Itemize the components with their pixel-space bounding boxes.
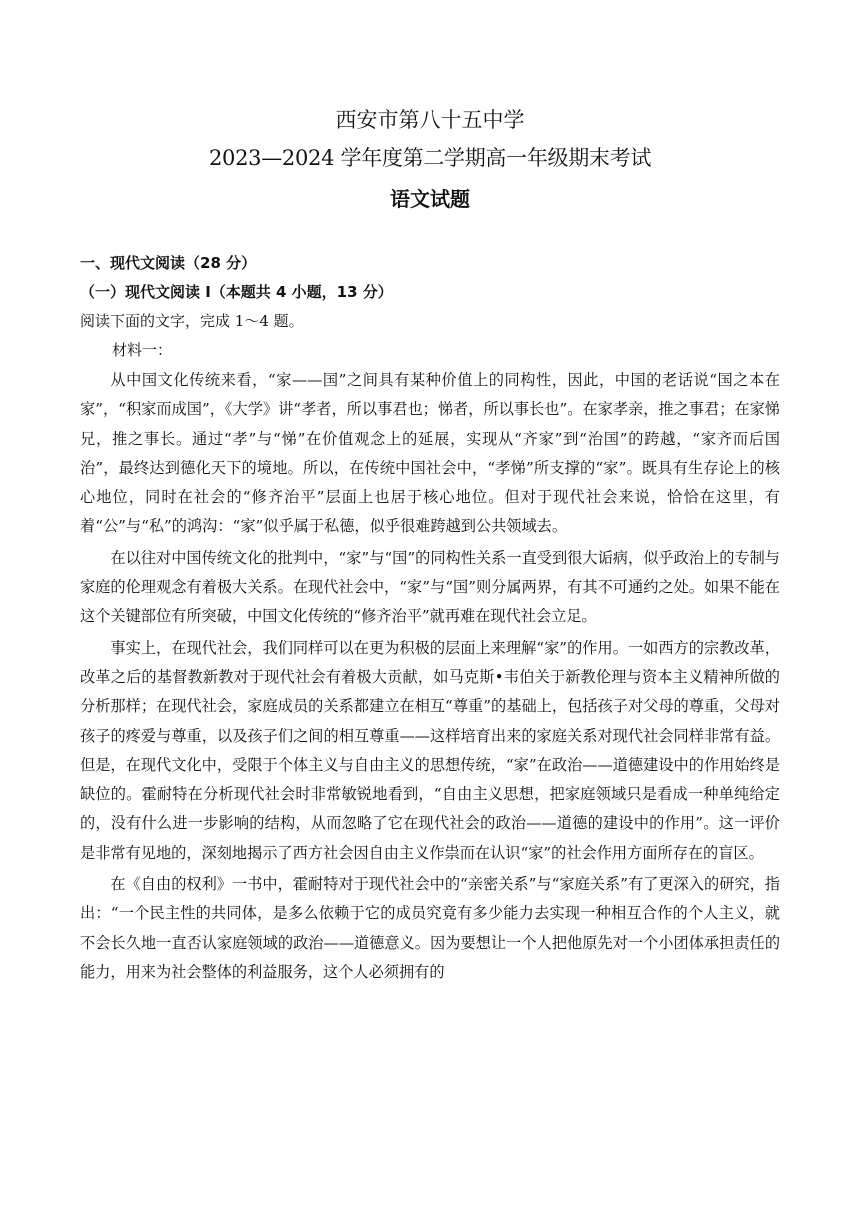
instruction-text: 阅读下面的文字，完成 1～4 题。 <box>80 312 304 330</box>
paragraph: 在《自由的权利》一书中，霍耐特对于现代社会中的“亲密关系”与“家庭关系”有了更深入的研究，指出：“一个民主性的共同体，是多么依赖于它的成员究竟有多少能力去实现一种相互合作的个人主义，就不会长久地一直否认家庭领域的政治——道德意义。因为要想让一个人把他原先对一个小团体承担责任的能力，用来为社会整体的利益服务，这个人必须拥有的 <box>80 875 780 981</box>
school-name: 西安市第八十五中学 <box>335 108 525 132</box>
exam-title: 2023—2024 学年度第二学期高一年级期末考试 <box>208 146 652 170</box>
reading-passage <box>80 366 780 989</box>
subsection-heading: （一）现代文阅读 I（本题共 4 小题，13 分） <box>80 283 393 301</box>
paragraph: 在以往对中国传统文化的批判中，“家”与“国”的同构性关系一直受到很大诟病，似乎政治上的专制与家庭的伦理观念有着极大关系。在现代社会中，“家”与“国”则分属两界，有其不可通约之处。如果不能在这个关键部位有所突破，中国文化传统的“修齐治平”就再难在现代社会立足。 <box>80 548 780 626</box>
section-heading: 一、现代文阅读（28 分） <box>80 254 257 272</box>
material-label: 材料一： <box>112 341 173 359</box>
paragraph: 事实上，在现代社会，我们同样可以在更为积极的层面上来理解“家”的作用。一如西方的宗教改革，改革之后的基督教新教对于现代社会有着极大贡献，如马克斯•韦伯关于新教伦理与资本主义精神所做的分析那样；在现代社会，家庭成员的关系都建立在相互“尊重”的基础上，包括孩子对父母的尊重，父母对孩子的疼爱与尊重，以及孩子们之间的相互尊重——这样培育出来的家庭关系对现代社会同样非常有益。但是，在现代文化中，受限于个体主义与自由主义的思想传统，“家”在政治——道德建设中的作用始终是缺位的。霍耐特在分析现代社会时非常敏锐地看到，“自由主义思想，把家庭领域只是看成一种单纯给定的，没有什么进一步影响的结构，从而忽略了它在现代社会的政治——道德的建设中的作用”。这一评价是非常有见地的，深刻地揭示了西方社会因自由主义作祟而在认识“家”的社会作用方面所存在的盲区。 <box>80 638 780 862</box>
paragraph: 从中国文化传统来看，“家——国”之间具有某种价值上的同构性，因此，中国的老话说“国之本在家”，“积家而成国”，《大学》讲“孝者，所以事君也；悌者，所以事长也”。在家孝亲，推之事君；在家悌兄，推之事长。通过“孝”与“悌”在价值观念上的延展，实现从“齐家”到“治国”的跨越，“家齐而后国治”，最终达到德化天下的境地。所以，在传统中国社会中，“孝悌”所支撑的“家”。既具有生存论上的核心地位，同时在社会的“修齐治平”层面上也居于核心地位。但对于现代社会来说，恰恰在这里，有着“公”与“私”的鸿沟：“家”似乎属于私德，似乎很难跨越到公共领域去。 <box>80 371 780 536</box>
subject-title: 语文试题 <box>390 187 470 211</box>
